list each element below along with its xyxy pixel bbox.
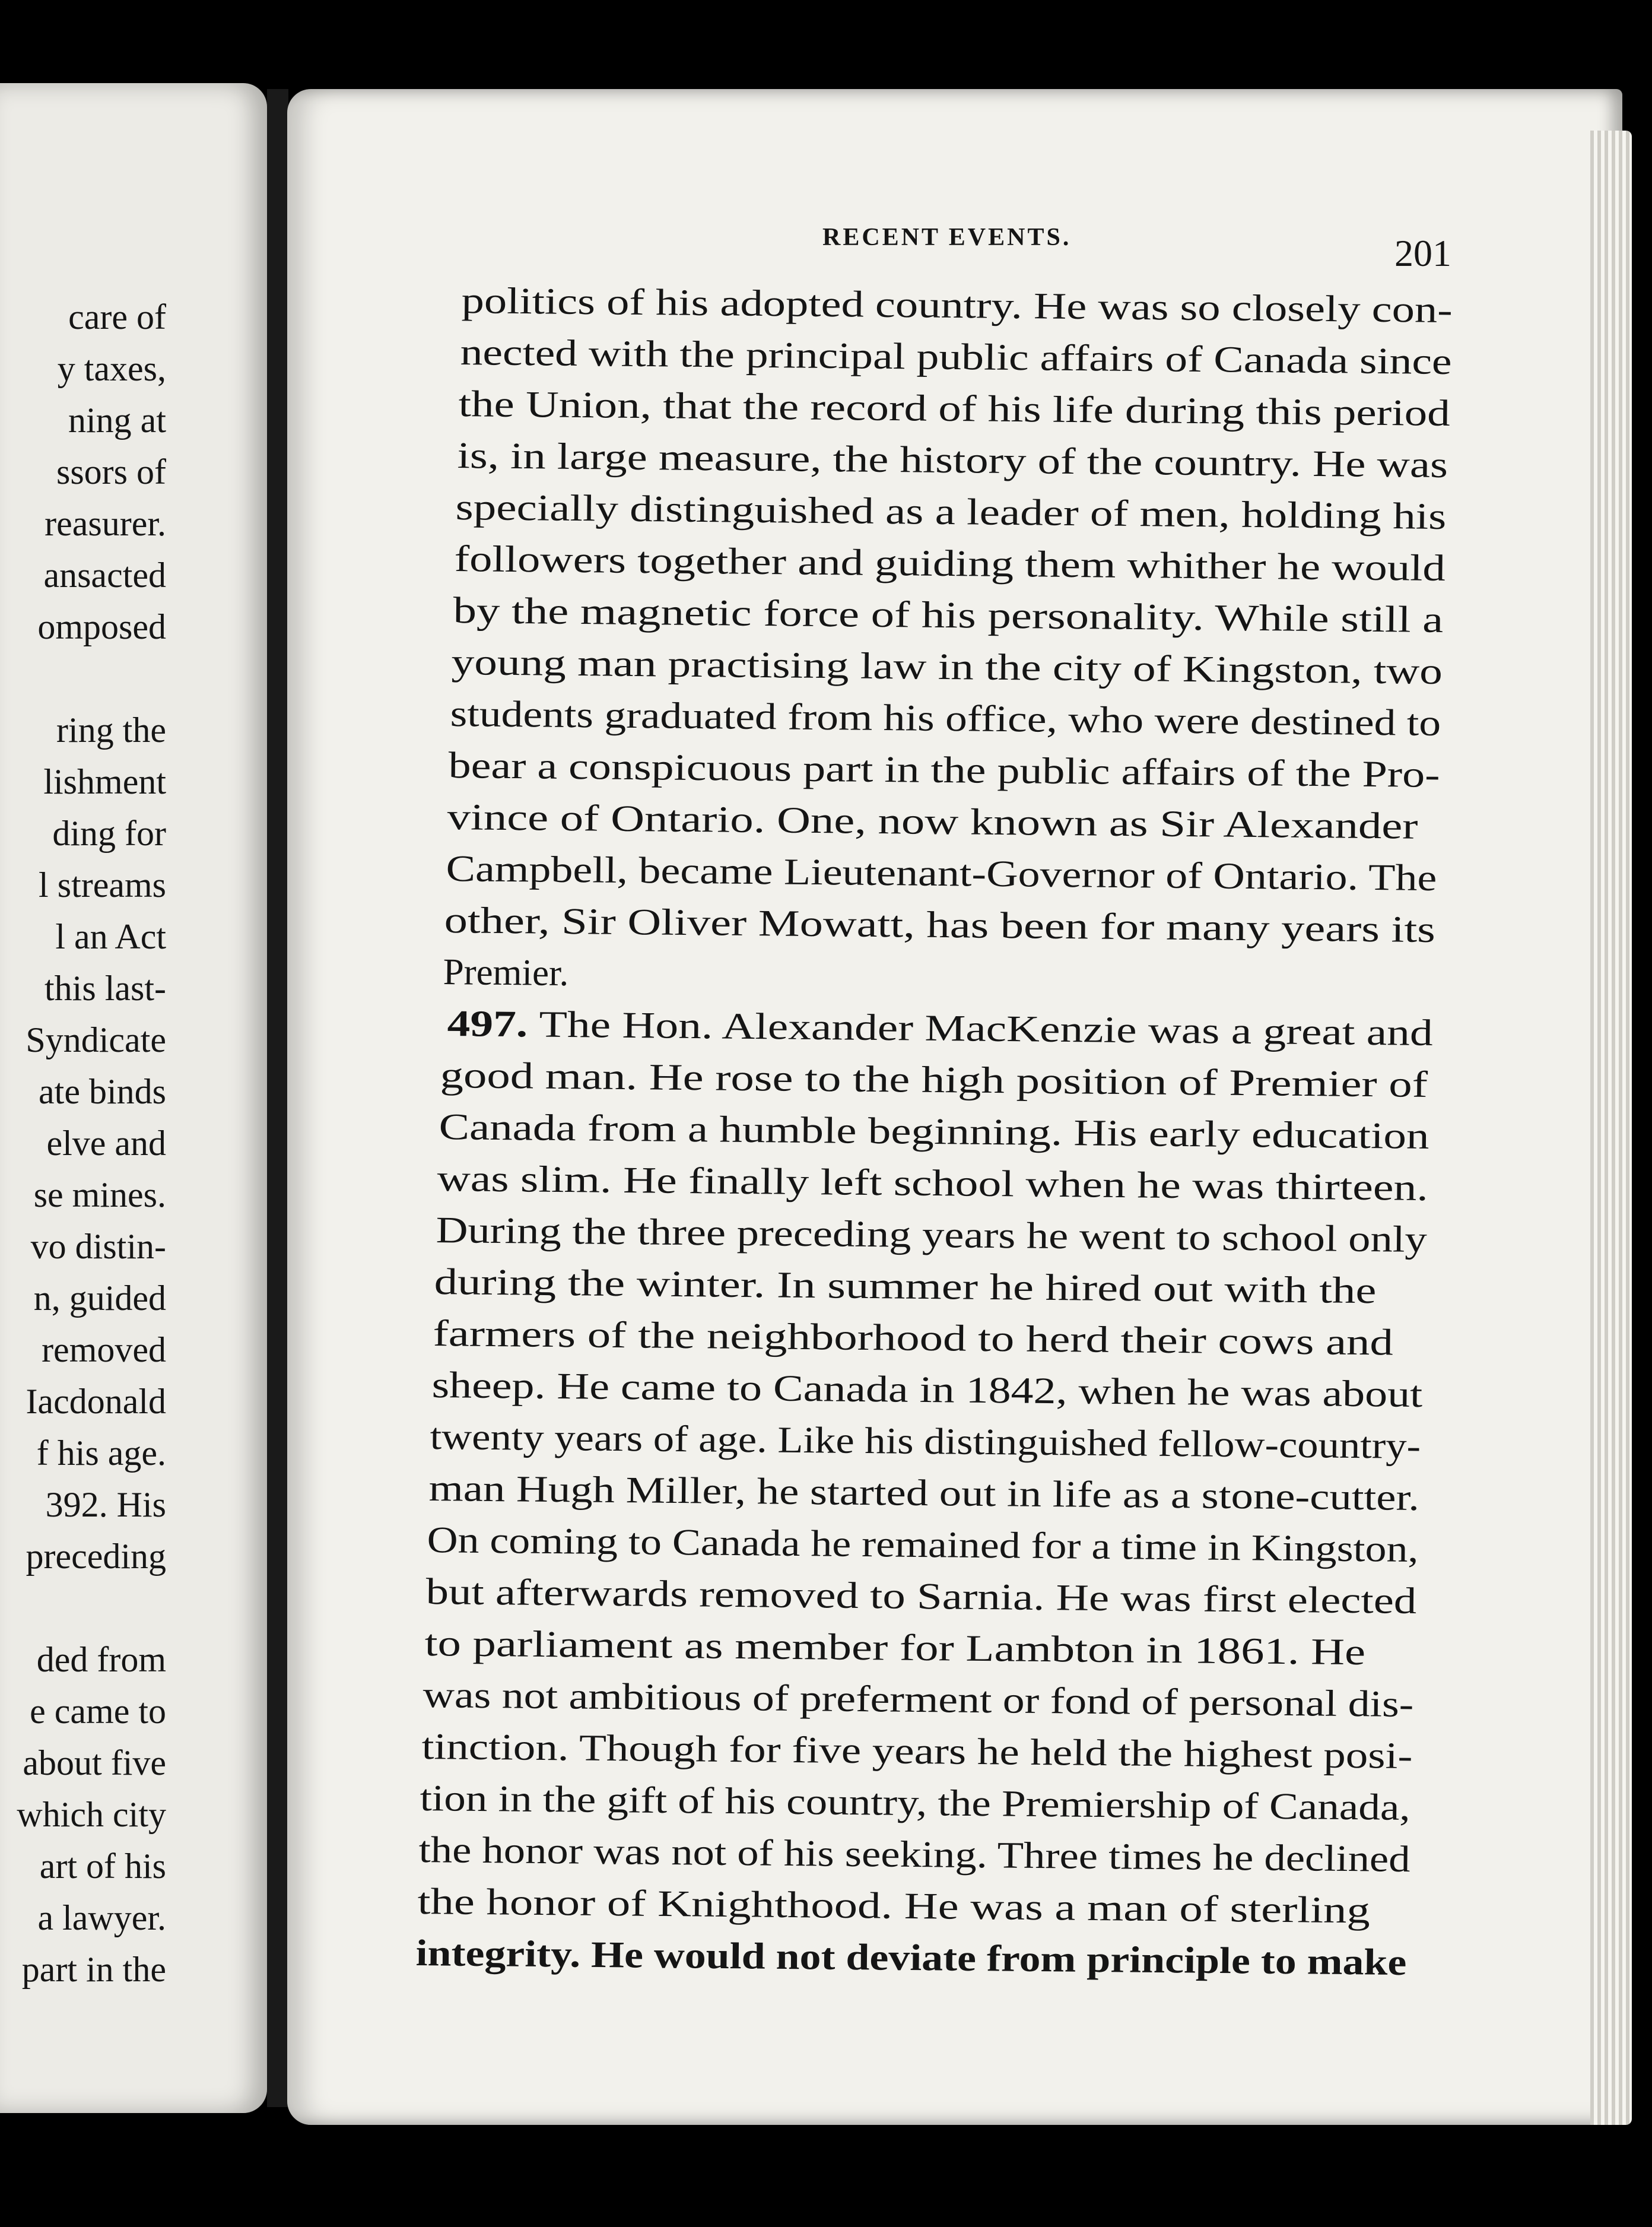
left-page-line: l an Act [55,917,166,956]
left-page-line: n, guided [33,1279,166,1318]
page-number: 201 [1394,232,1451,274]
left-page-line: ring the [56,710,166,750]
left-page-line: Syndicate [26,1020,166,1059]
left-page-line: elve and [46,1124,166,1163]
body-line-text: other, Sir Oliver Mowatt, has been for many years its [444,899,1436,951]
left-page-line: reasurer. [45,504,166,543]
paragraph-number: 497. [447,1003,539,1045]
body-line-text: was slim. He finally left school when he was thirteen. [437,1157,1429,1209]
body-line-text: vince of Ontario. One, now known as Sir Alexander [447,796,1418,847]
left-page-line: l streams [39,865,166,905]
body-line [434,1260,1376,1312]
body-line-text: by the magnetic force of his personality. While still a [453,589,1444,641]
body-line-text: tinction. Though for five years he held the highest posi- [421,1725,1413,1777]
left-page-line: which city [17,1795,166,1834]
body-line-text: the Union, that the record of his life during this period [458,382,1451,434]
body-line-text: good man. He rose to the high position of Premier of [440,1054,1428,1105]
left-page-line: ning at [68,401,166,440]
body-line-text: but afterwards removed to Sarnia. He was first elected [425,1571,1417,1622]
body-line-text: Campbell, became Lieutenant-Governor of Ontario. The [446,848,1437,899]
left-page-line: y taxes, [57,349,166,388]
left-page-line: preceding [26,1537,166,1576]
running-head: RECENT EVENTS. [822,224,1072,251]
left-page-line: vo distin- [30,1227,166,1266]
body-line-text: to parliament as member for Lambton in 1861. He [424,1622,1366,1673]
body-line-text: During the three preceding years he went to school only [436,1209,1428,1261]
book-gutter [267,89,288,2107]
left-page-line: care of [68,297,166,337]
body-line-text: the honor of Knighthood. He was a man of sterling [417,1880,1371,1931]
body-line-text: farmers of the neighborhood to herd their cows and [433,1312,1394,1363]
left-page-line: e came to [30,1692,166,1731]
left-page-line: this last- [45,969,166,1008]
body-line-text: bear a conspicuous part in the public affairs of the Pro- [448,744,1440,796]
body-line-text: Canada from a humble beginning. His early education [439,1106,1429,1157]
body-line-text: The Hon. Alexander MacKenzie was a great and [539,1003,1434,1054]
body-line-text: On coming to Canada he remained for a time in Kingston, [427,1519,1419,1571]
body-line-text: the honor was not of his seeking. Three times he declined [418,1829,1410,1880]
body-line-text: twenty years of age. Like his distinguished fellow-country- [430,1416,1421,1467]
body-line-text: integrity. He would not deviate from principle to make [415,1932,1407,1984]
left-page-line: ssors of [56,452,166,491]
left-page-line: ding for [52,814,166,853]
body-line-text: tion in the gift of his country, the Premiership of Canada, [420,1777,1410,1829]
left-page-line: part in the [21,1950,166,1989]
body-line-text: Premier. [443,951,569,994]
left-page-line: se mines. [33,1175,166,1214]
body-line-text: during the winter. In summer he hired out with the [434,1261,1377,1312]
left-page-line: f his age. [36,1433,166,1473]
body-line-text: students graduated from his office, who were destined to [450,693,1441,744]
body-line-text: followers together and guiding them whither he would [454,537,1446,589]
body-line-text: was not ambitious of preferment or fond of personal dis- [422,1674,1414,1725]
body-line [443,950,568,995]
left-page-line: a lawyer. [37,1898,166,1937]
left-page-line: about five [23,1743,166,1782]
left-page-line: Iacdonald [26,1382,166,1421]
body-line-text: specially distinguished as a leader of men, holding his [455,486,1447,538]
body-line-text: young man practising law in the city of Kingston, two [451,641,1443,693]
body-line-text: is, in large measure, the history of the country. He was [457,434,1448,486]
body-line-text: sheep. He came to Canada in 1842, when he was about [431,1364,1423,1416]
left-page-line: art of his [39,1847,166,1886]
body-line [417,1880,1370,1932]
left-page-line: ansacted [43,556,166,595]
body-line [433,1312,1393,1365]
left-page-line: 392. His [45,1485,166,1524]
body-line [424,1622,1365,1674]
page-edge [1590,131,1632,2125]
left-page-line: omposed [37,607,166,646]
body-line-text: nected with the principal public affairs of Canada since [460,331,1452,383]
left-page-line: lishment [43,762,166,801]
body-line-text: politics of his adopted country. He was so closely con- [461,279,1453,331]
left-page-line: ded from [36,1640,166,1679]
body-line-text: man Hugh Miller, he started out in life as a stone-cutter. [428,1467,1420,1519]
left-page [0,83,267,2113]
left-page-line: removed [42,1330,166,1369]
left-page-line: ate binds [39,1072,166,1111]
